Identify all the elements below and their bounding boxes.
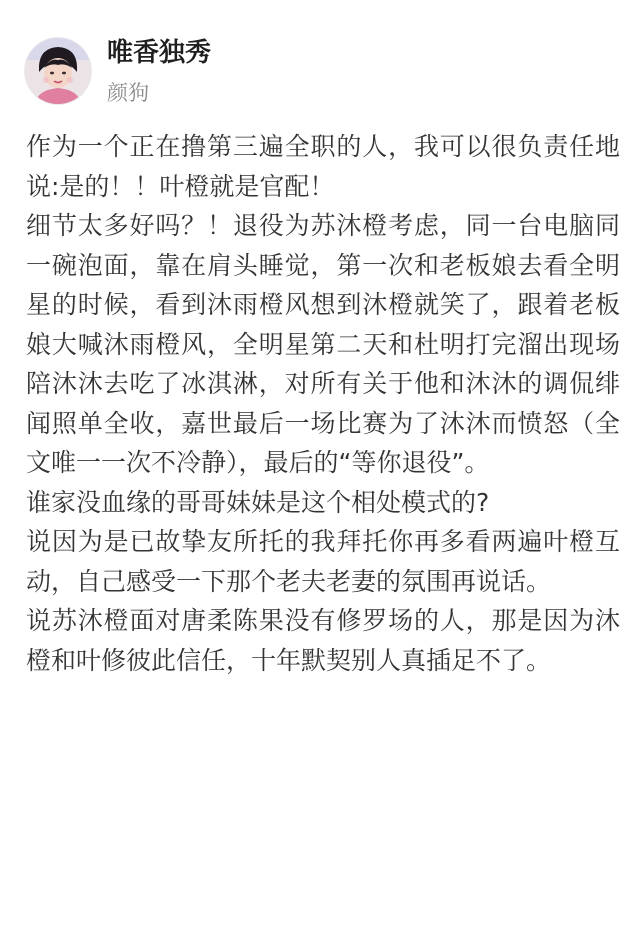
post-paragraph: 说苏沐橙面对唐柔陈果没有修罗场的人，那是因为沐橙和叶修彼此信任，十年默契别人真插足不了。 (26, 606, 620, 675)
author-tag: 颜狗 (107, 81, 149, 105)
post-body (26, 127, 620, 680)
post-header (0, 0, 640, 116)
author-name[interactable]: 唯香独秀 (107, 38, 212, 68)
post-paragraph: 说因为是已故挚友所托的我拜托你再多看两遍叶橙互动，自己感受一下那个老夫老妻的氛围再说话。 (26, 527, 620, 596)
post-paragraph: 作为一个正在撸第三遍全职的人，我可以很负责任地说:是的！！叶橙就是官配！ (26, 132, 620, 201)
avatar[interactable] (25, 38, 91, 104)
avatar-photo-icon (25, 38, 91, 104)
post-paragraph: 谁家没血缘的哥哥妹妹是这个相处模式的? (26, 487, 490, 517)
post-paragraph: 细节太多好吗？！退役为苏沐橙考虑，同一台电脑同一碗泡面，靠在肩头睡觉，第一次和老板娘去看全明星的时候，看到沐雨橙风想到沐橙就笑了，跟着老板娘大喊沐雨橙风，全明星第二天和杜明打完溜出现场陪沐沐去吃了冰淇淋，对所有关于他和沐沐的调侃绯闻照单全收，嘉世最后一场比赛为了沐沐而愤怒（全文唯一一次不冷静），最后的“等你退役”。 (26, 211, 620, 477)
